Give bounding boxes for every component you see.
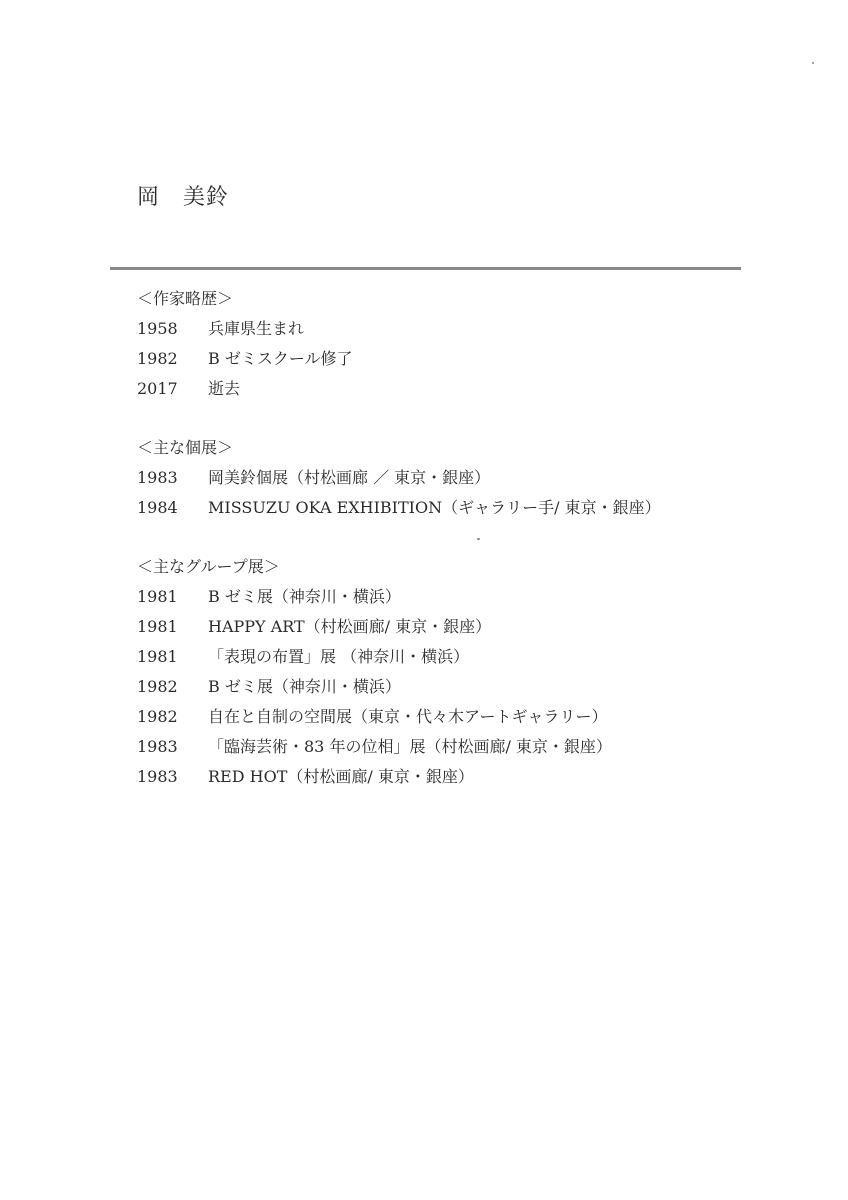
entry-text: MISSUZU OKA EXHIBITION（ギャラリー手/ 東京・銀座） xyxy=(208,498,661,517)
entry-year: 1958 xyxy=(137,319,178,338)
entry-year: 1981 xyxy=(137,617,178,636)
list-item xyxy=(137,702,612,732)
section-group-exhibitions xyxy=(137,552,612,792)
entry-text: 兵庫県生まれ xyxy=(208,319,305,338)
entry-year: 1984 xyxy=(137,498,178,517)
scan-speck xyxy=(477,538,480,540)
entry-year: 1983 xyxy=(137,767,178,786)
entry-year: 1981 xyxy=(137,647,178,666)
entry-text: 「表現の布置」展 （神奈川・横浜） xyxy=(208,647,470,666)
entry-text: B ゼミスクール修了 xyxy=(208,349,353,368)
title-divider xyxy=(110,267,741,270)
list-item xyxy=(137,374,353,404)
section-heading: ＜主な個展＞ xyxy=(137,438,234,457)
entry-year: 1982 xyxy=(137,349,178,368)
entry-year: 1981 xyxy=(137,587,178,606)
list-item xyxy=(137,732,612,762)
entry-text: HAPPY ART（村松画廊/ 東京・銀座） xyxy=(208,617,492,636)
section-solo-exhibitions xyxy=(137,433,661,523)
list-item xyxy=(137,582,612,612)
section-heading: ＜作家略歴＞ xyxy=(137,289,234,308)
list-item xyxy=(137,612,612,642)
entry-text: RED HOT（村松画廊/ 東京・銀座） xyxy=(208,767,474,786)
entry-text: 自在と自制の空間展（東京・代々木アートギャラリー） xyxy=(208,707,608,726)
entry-text: B ゼミ展（神奈川・横浜） xyxy=(208,587,401,606)
list-item xyxy=(137,672,612,702)
entry-year: 1982 xyxy=(137,677,178,696)
entry-text: B ゼミ展（神奈川・横浜） xyxy=(208,677,401,696)
section-biography xyxy=(137,284,353,404)
entry-year: 2017 xyxy=(137,379,178,398)
list-item xyxy=(137,314,353,344)
list-item xyxy=(137,463,661,493)
scan-speck xyxy=(812,62,814,64)
list-item xyxy=(137,493,661,523)
list-item xyxy=(137,642,612,672)
entry-text: 逝去 xyxy=(208,379,241,398)
list-item xyxy=(137,762,612,792)
entry-text: 岡美鈴個展（村松画廊 ／ 東京・銀座） xyxy=(208,468,491,487)
section-heading: ＜主なグループ展＞ xyxy=(137,557,280,576)
list-item xyxy=(137,344,353,374)
entry-year: 1983 xyxy=(137,737,178,756)
entry-text: 「臨海芸術・83 年の位相」展（村松画廊/ 東京・銀座） xyxy=(208,737,612,756)
artist-name-title: 岡 美鈴 xyxy=(137,185,230,210)
entry-year: 1982 xyxy=(137,707,178,726)
entry-year: 1983 xyxy=(137,468,178,487)
